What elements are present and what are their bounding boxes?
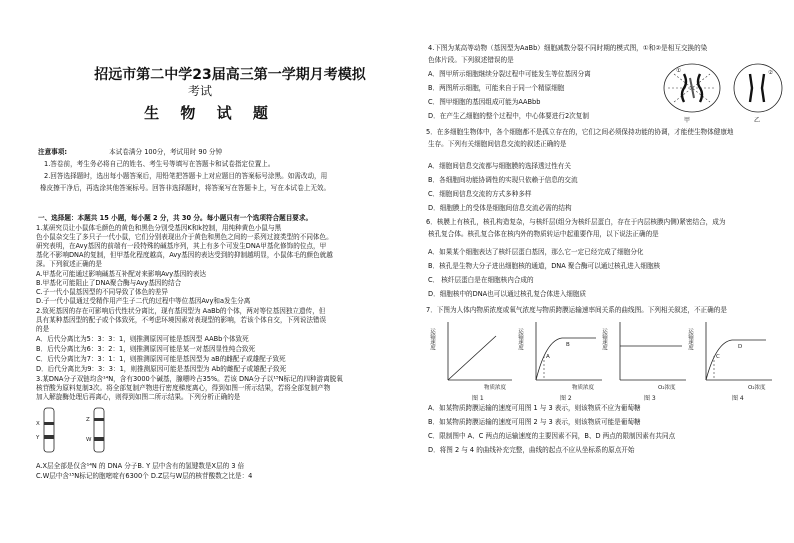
graph-4-caption: 图 4 [732, 395, 744, 402]
graph-4 [687, 322, 772, 402]
q1-line: 深。下列叙述正确的是 [36, 260, 102, 268]
q5-option-d: D．细胞膜上的受体是细胞间信息交流必需的结构 [428, 204, 572, 212]
notes-item-2b: 橡皮擦干净后，再选涂其他答案标号。回答非选择题时，将答案写在答题卡上，写在本试卷上无效。 [40, 184, 331, 192]
graph-1-ylabel: 运输速度 [429, 328, 435, 350]
q3-option-ab: A.X层全部是仅含¹⁴N 的 DNA 分子B. Y 层中含有的氢键数是X层的 3 倍 [36, 462, 245, 470]
tube-figure-1 [35, 408, 54, 452]
q6-option-a: A．如果某个细胞表达了核纤层蛋白基因，那么它一定已经完成了细胞分化 [428, 248, 644, 256]
graph-2-ylabel: 运输速度 [517, 328, 523, 350]
cell-jia-label: 甲 [684, 117, 691, 124]
band-x [44, 422, 54, 425]
notes-info: 本试卷满分 100分，考试用时 90 分钟 [109, 148, 223, 156]
notes-label-line [38, 148, 222, 157]
q6-option-b: B．核孔是生物大分子进出细胞核的通道，DNA 聚合酶可以通过核孔进入细胞核 [428, 262, 661, 270]
graph-3-ylabel: 运输速度 [601, 328, 607, 350]
label-z: Z [86, 417, 90, 423]
q4-option-d: D．在产生乙细胞的整个过程中，中心体要进行2次复制 [428, 112, 589, 120]
notes-item-2a: 2.回答选择题时，选出每小题答案后，用铅笔把答题卡上对应题目的答案标号涂黑。如需改动，用 [44, 172, 328, 180]
q1-line: 基化不影响DNA的复制，但甲基化程度越高，Avy基因的表达受到的抑制越明显，小鼠体毛的颜色就越 [36, 251, 333, 259]
graph-4-xlabel: O₂浓度 [748, 385, 766, 391]
q7-option-d: D．将图 2 与 4 的曲线补充完整，曲线的起点不应从坐标系的原点开始 [428, 446, 635, 454]
q1-line: 研究表明，在Avy基因的前端有一段特殊的碱基序列，其上有多个可发生DNA甲基化修饰的位点，甲 [36, 242, 327, 250]
school-title: 招远市第二中学23届高三第一学期月考模拟 [94, 67, 366, 83]
graph-1 [429, 322, 512, 402]
subject-title: 生 物 试 题 [144, 104, 276, 122]
q2-line: 的是 [36, 325, 50, 333]
cell-yi-label: 乙 [754, 117, 761, 124]
band-z [94, 418, 104, 421]
chromosome [762, 74, 764, 102]
curve [706, 340, 766, 380]
q4-option-c: C．图甲细胞的基因组成可能为AABbb [428, 98, 541, 106]
notes-item-1: 1.答卷前，考生务必将自己的姓名、考生号等填写在答题卡和试卷指定位置上。 [44, 160, 275, 168]
graph-3-caption: 图 3 [644, 395, 656, 402]
band-w [94, 437, 104, 441]
q1-option-a: A.甲基化可能通过影响碱基互补配对来影响Avy基因的表达 [36, 270, 207, 278]
chromosome [698, 74, 702, 102]
q7-line: 7．下图为人体内物质浓度或氧气浓度与物质跨膜运输速率间关系的曲线图。下列相关叙述，不正确的是 [426, 306, 727, 314]
q4-option-b: B．两图所示细胞，可能来自于同一个精原细胞 [428, 84, 565, 92]
q7-option-a: A．如某物质跨膜运输的速度可用图 1 与 3 表示，则该物质不应为葡萄糖 [428, 404, 641, 412]
centrifuge-tube [44, 408, 54, 452]
point-c-label: C [716, 354, 720, 360]
q5-option-b: B．各细胞间功能协调性的实现只依赖于信息的交流 [428, 176, 578, 184]
graph-3-xlabel: O₂浓度 [658, 385, 676, 391]
q1-option-d: D.子一代小鼠通过受精作用产生子二代的过程中等位基因Avy和a发生分离 [36, 297, 251, 305]
segment-1-label: ① [676, 68, 681, 74]
q6-line: 6．核膜上有核孔，核孔构造复杂，与核纤层(组分为核纤层蛋白，存在于内层核膜内侧)紧密结合，成为 [426, 218, 726, 226]
q3-option-cd: C.W层中含¹⁵N标记的胞嘧啶有6300个 D.Z层与W层的核苷酸数之比是：4 [36, 472, 253, 480]
graph-2-xlabel: 物质浓度 [572, 385, 595, 391]
centrifuge-tube [94, 408, 104, 452]
q4-line: 4.下图为某高等动物（基因型为AaBb）细胞减数分裂不同时期的模式图，①和②是相互交换的染 [428, 44, 708, 52]
q4-option-a: A．图甲所示细胞继续分裂过程中可能发生等位基因分离 [428, 70, 591, 78]
q5-option-a: A．细胞间信息交流都与细胞膜的选择透过性有关 [428, 162, 571, 170]
label-y: Y [36, 435, 40, 441]
graph-2-caption: 图 2 [560, 395, 572, 402]
q7-option-b: B．如某物质跨膜运输的速度可用图 2 与 3 表示，则该物质可能是葡萄糖 [428, 418, 641, 426]
band-y [44, 435, 54, 439]
notes-label: 注意事项: [38, 148, 68, 156]
q1-line: 色小鼠杂交生了多只子一代小鼠，它们分别表现出介于黄色和黑色之间的一系列过渡类型的不同体色。 [36, 233, 333, 241]
segment-2-label: ② [768, 70, 773, 76]
graph-3 [601, 322, 686, 402]
q7-graphs [426, 316, 790, 404]
graph-4-ylabel: 运输速度 [687, 328, 693, 350]
curve [448, 336, 496, 380]
q2-line: 具有某种基因型的配子或个体致死，不考虑环境因素对表现型的影响，若该个体自交，下列说法错误 [36, 316, 327, 324]
graph-2 [517, 322, 602, 402]
cell-yi [734, 64, 782, 124]
q1-line: 1.某研究员让小鼠体毛颜色的黄色和黑色分别受基因K和k控制，用纯种黄色小鼠与黑 [36, 224, 282, 232]
exam-subtitle: 考试 [187, 84, 212, 98]
q5-line: 5．在多细胞生物体中，各个细胞都不是孤立存在的，它们之间必须保持功能的协调，才能使生物体健康地 [426, 128, 734, 136]
q1-option-c: C.子一代小鼠基因型的不同导致了体色的差异 [36, 288, 168, 296]
cell-membrane [734, 64, 782, 112]
q2-option-d: D．后代分离比为9：3：3：1，则推测原因可能是基因型为 Ab的雌配子或雄配子致死 [36, 365, 287, 373]
q3-centrifuge-figure [30, 404, 120, 458]
q5-option-c: C．细胞间信息交流的方式多种多样 [428, 190, 532, 198]
q3-line: 核苷酸为原料复制3次。将全部复制产物进行密度梯度离心，得到如图一所示结果，若将全部复制产物 [36, 384, 331, 392]
graph-1-xlabel: 物质浓度 [484, 385, 507, 391]
q3-line: 3.某DNA分子双链均含¹⁴N，含有3000个碱基，腺嘌呤占35%。若该 DNA分子以¹⁵N标记的四种游离脱氧 [36, 375, 343, 383]
cell-jia [664, 64, 720, 124]
q2-option-b: B．后代分离比为6：3：2：1，则推测原因可能是某一对基因显性纯合致死 [36, 345, 256, 353]
q6-option-d: D．细胞核中的DNA也可以通过核孔复合体进入细胞质 [428, 290, 587, 298]
section-heading: 一、选择题：本题共 15 小题，每小题 2 分，共 30 分。每小题只有一个选项符合题目要求。 [38, 214, 313, 222]
label-w: W [86, 437, 92, 443]
point-a-label: A [546, 354, 550, 360]
q2-line: 2.致死基因的存在可影响后代性状分离比，现有基因型为 AaBb的个体，两对等位基因独立遗传，但 [36, 307, 326, 315]
q2-option-c: C．后代分离比为7：3：1：1，则推测原因可能是基因型为 aB的雌配子或雄配子致死 [36, 355, 286, 363]
chromosome [682, 74, 686, 102]
q3-line: 加入解旋酶处理后再离心，则得到如图二所示结果。下列分析正确的是 [36, 393, 241, 401]
q5-line: 生存。下列有关细胞间信息交流的叙述正确的是 [428, 140, 567, 148]
q2-option-a: A．后代分离比为5：3：3：1，则推测原因可能是基因型 AABb个体致死 [36, 335, 249, 343]
point-b-label: B [566, 342, 570, 348]
q4-line: 色体片段。下列叙述错误的是 [428, 56, 514, 64]
chromosome [750, 74, 752, 102]
tube-figure-2 [86, 408, 104, 452]
label-x: X [36, 421, 40, 427]
point-d-label: D [738, 344, 743, 350]
q7-option-c: C．限制图中 A、C 两点的运输速度的主要因素不同，B、D 两点的限制因素有共同点 [428, 432, 676, 440]
q1-option-b: B.甲基化可能阻止了DNA聚合酶与Avy基因的结合 [36, 279, 182, 287]
graph-1-caption: 图 1 [472, 395, 484, 402]
q4-cell-figure [654, 60, 788, 124]
q6-line: 核孔复合体。核孔复合体在核内外的物质转运中起重要作用，以下说法正确的是 [428, 230, 659, 238]
q6-option-c: C． 核纤层蛋白是在细胞核内合成的 [428, 276, 534, 284]
